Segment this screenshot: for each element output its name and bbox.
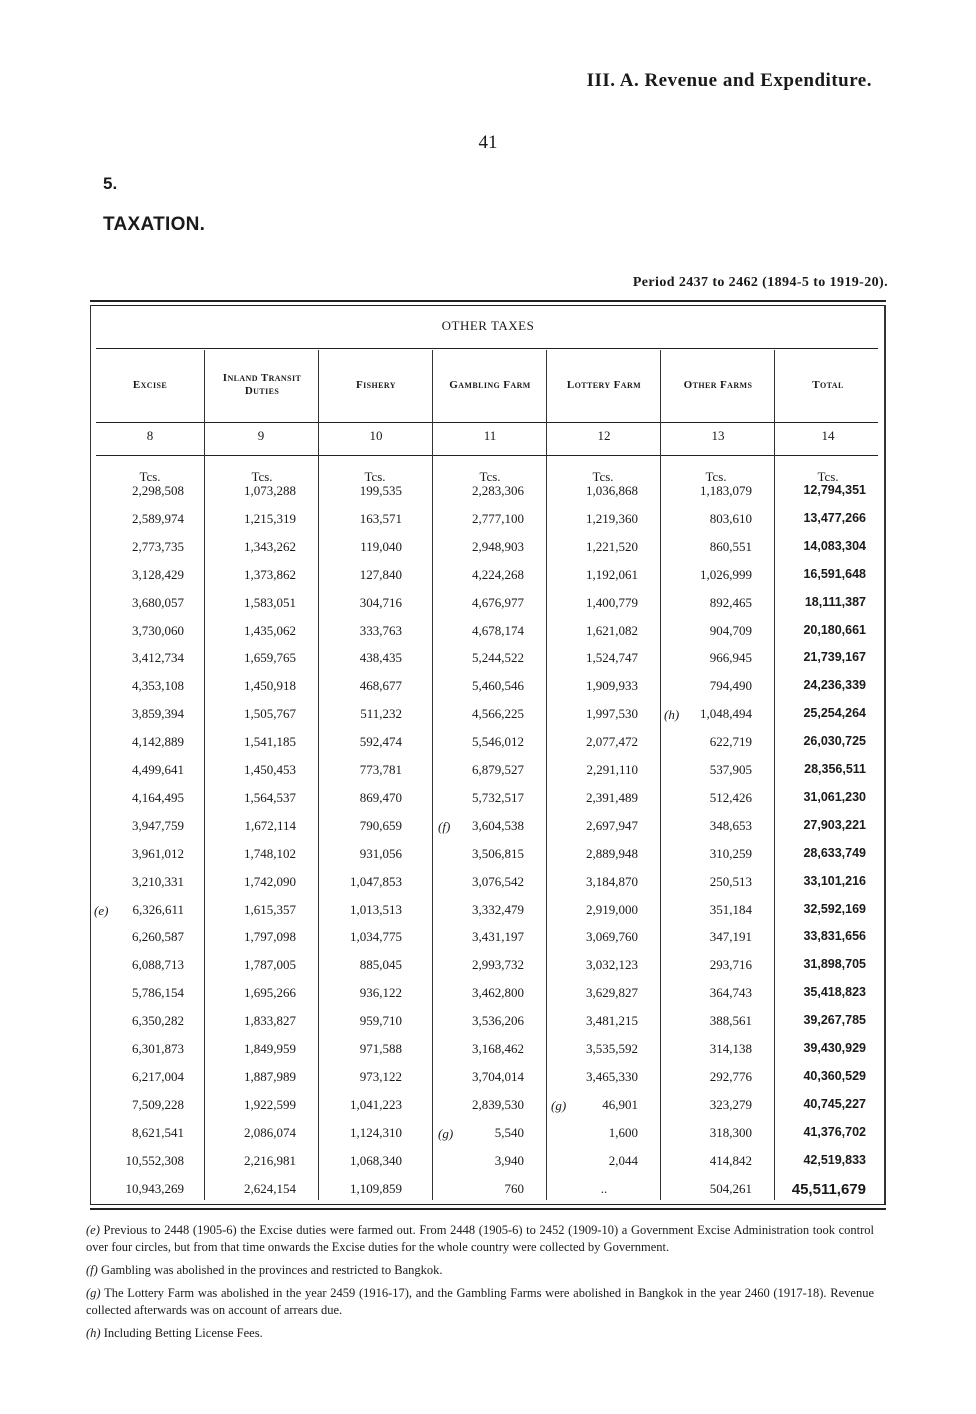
cell-total: 39,430,929 [803,1041,866,1055]
cell-lottery-farm: 1,221,520 [586,539,638,554]
table-top-rule-inner [90,305,886,306]
cell-other-farms: 966,945 [709,650,752,665]
cell-gambling-farm: 4,224,268 [472,567,524,582]
cell-fishery: 936,122 [359,985,402,1000]
unit-label: Tcs. [705,469,727,484]
cell-fishery: 971,588 [359,1041,402,1056]
cell-gambling-farm: 760 [504,1181,524,1196]
footnote-mark: (f) [86,1263,98,1277]
cell-inland-transit: 1,695,266 [244,985,296,1000]
cell-inland-transit: 1,748,102 [244,846,296,861]
column-number: 8 [146,428,154,443]
cell-total: 28,356,511 [804,762,866,776]
unit-label: Tcs. [139,469,161,484]
cell-lottery-farm: 2,919,000 [586,902,638,917]
cell-gambling-farm: 4,566,225 [472,706,524,721]
cell-excise: 4,142,889 [132,734,184,749]
cell-total: 35,418,823 [803,985,866,999]
column-header-fishery: Fishery [356,378,396,391]
cell-excise: 5,786,154 [132,985,184,1000]
cell-gambling-farm: 5,540 [494,1125,524,1140]
cell-fishery: 468,677 [359,678,402,693]
unit-label: Tcs. [817,469,839,484]
cell-inland-transit: 1,833,827 [244,1013,296,1028]
cell-other-farms: 537,905 [709,762,752,777]
footnote-e [86,1222,874,1256]
cell-total: 42,519,833 [803,1153,866,1167]
footnote-f [86,1262,874,1279]
column-number: 12 [597,428,611,443]
cell-fishery: 931,056 [359,846,402,861]
section-title: TAXATION. [103,214,206,235]
cell-gambling-farm: 2,993,732 [472,957,524,972]
cell-fishery: 511,232 [360,706,402,721]
cell-other-farms: 347,191 [709,929,752,944]
cell-lottery-farm: 2,291,110 [586,762,638,777]
cell-fishery: 592,474 [359,734,402,749]
cell-excise: 10,943,269 [125,1181,184,1196]
cell-inland-transit: 1,373,862 [244,567,296,582]
cell-inland-transit: 1,615,357 [244,902,296,917]
cell-gambling-farm: 5,546,012 [472,734,524,749]
cell-other-farms: 622,719 [709,734,752,749]
cell-excise: 6,301,873 [132,1041,184,1056]
cell-other-farms: 293,716 [709,957,752,972]
cell-gambling-farm: 3,704,014 [472,1069,524,1084]
note-marker-f: (f) [438,819,451,834]
cell-gambling-farm: 5,244,522 [472,650,524,665]
period-caption: Period 2437 to 2462 (1894-5 to 1919-20). [632,275,888,290]
cell-inland-transit: 1,435,062 [244,623,296,638]
cell-excise: 3,128,429 [132,567,184,582]
cell-other-farms: 292,776 [709,1069,752,1084]
cell-inland-transit: 1,659,765 [244,650,296,665]
cell-total: 20,180,661 [803,623,866,637]
cell-total: 21,739,167 [803,650,866,664]
cell-lottery-farm: 3,465,330 [586,1069,638,1084]
cell-other-farms: 794,490 [709,678,752,693]
footnote-mark: (e) [86,1223,100,1237]
cell-gambling-farm: 4,678,174 [472,623,524,638]
cell-gambling-farm: 3,076,542 [472,874,524,889]
cell-other-farms: 250,513 [709,874,752,889]
footnote-h [86,1325,874,1342]
column-header-other-farms: Other Farms [683,378,753,391]
cell-gambling-farm: 5,732,517 [472,790,524,805]
cell-lottery-farm: 1,192,061 [586,567,638,582]
section-number: 5. [103,174,118,193]
cell-total: 41,376,702 [803,1125,866,1139]
cell-inland-transit: 1,541,185 [244,734,296,749]
cell-lottery-farm: 2,391,489 [586,790,638,805]
cell-fishery: 127,840 [359,567,402,582]
cell-excise: 6,088,713 [132,957,184,972]
cell-lottery-farm: 3,184,870 [586,874,638,889]
cell-excise: 3,859,394 [132,706,184,721]
cell-total: 13,477,266 [803,511,866,525]
cell-lottery-farm: 3,032,123 [586,957,638,972]
table-right-border [884,305,886,1205]
unit-label: Tcs. [251,469,273,484]
cell-total: 45,511,679 [791,1181,866,1198]
cell-inland-transit: 1,073,288 [244,483,296,498]
cell-total: 39,267,785 [803,1013,866,1027]
cell-total: 25,254,264 [803,706,866,720]
cell-gambling-farm: 3,506,815 [472,846,524,861]
cell-inland-transit: 2,086,074 [244,1125,296,1140]
cell-total: 28,633,749 [803,846,866,860]
unit-label: Tcs. [592,469,614,484]
column-number: 9 [257,428,265,443]
cell-fishery: 790,659 [359,818,402,833]
cell-other-farms: 323,279 [709,1097,752,1112]
cell-gambling-farm: 2,948,903 [472,539,524,554]
cell-gambling-farm: 3,431,197 [472,929,524,944]
unit-label: Tcs. [364,469,386,484]
cell-inland-transit: 1,505,767 [244,706,296,721]
cell-other-farms: 351,184 [709,902,752,917]
cell-lottery-farm: 1,909,933 [586,678,638,693]
cell-gambling-farm: 2,777,100 [472,511,524,526]
cell-other-farms: 860,551 [709,539,752,554]
cell-total: 14,083,304 [803,539,866,553]
cell-gambling-farm: 6,879,527 [472,762,524,777]
column-header-inland-transit-duties: Inland Transit Duties [222,372,302,397]
cell-fishery: 973,122 [359,1069,402,1084]
cell-inland-transit: 1,215,319 [244,511,296,526]
cell-excise: 2,298,508 [132,483,184,498]
cell-lottery-farm: 1,997,530 [586,706,638,721]
cell-other-farms: 364,743 [709,985,752,1000]
cell-fishery: 199,535 [359,483,402,498]
cell-fishery: 438,435 [359,650,402,665]
cell-lottery-farm: 3,481,215 [586,1013,638,1028]
cell-inland-transit: 2,216,981 [244,1153,296,1168]
cell-lottery-farm: 2,697,947 [586,818,638,833]
footnote-text: Previous to 2448 (1905-6) the Excise duties were farmed out. From 2448 (1905-6) to 2452 (1909-10) a Government Excise Administration took control over four circles, but from that time onwards the Excise duties for the whole country were collected by Government. [86,1223,875,1254]
cell-total: 24,236,339 [803,678,866,692]
cell-other-farms: 512,426 [709,790,752,805]
cell-total: 12,794,351 [803,483,866,497]
cell-excise: 2,773,735 [132,539,184,554]
cell-inland-transit: 1,343,262 [244,539,296,554]
cell-inland-transit: 1,450,918 [244,678,296,693]
cell-fishery: 1,013,513 [350,902,402,917]
cell-total: 33,831,656 [803,929,866,943]
cell-fishery: 1,034,775 [350,929,402,944]
cell-other-farms: 1,048,494 [700,706,752,721]
cell-lottery-farm: 3,535,592 [586,1041,638,1056]
cell-lottery-farm: 1,621,082 [586,623,638,638]
cell-inland-transit: 1,849,959 [244,1041,296,1056]
cell-other-farms: 310,259 [709,846,752,861]
group-heading: OTHER TAXES [441,318,535,333]
cell-other-farms: 1,026,999 [700,567,752,582]
cell-fishery: 119,040 [360,539,402,554]
cell-gambling-farm: 3,940 [494,1153,524,1168]
cell-other-farms: 318,300 [709,1125,752,1140]
cell-total: 18,111,387 [804,595,866,609]
cell-gambling-farm: 3,332,479 [472,902,524,917]
column-heading-rule [96,422,878,423]
cell-other-farms: 414,842 [709,1153,752,1168]
cell-gambling-farm: 3,604,538 [472,818,524,833]
cell-lottery-farm: 2,889,948 [586,846,638,861]
cell-other-farms: 388,561 [709,1013,752,1028]
cell-total: 26,030,725 [803,734,866,748]
footnote-text: Gambling was abolished in the provinces and restricted to Bangkok. [100,1263,443,1277]
cell-total: 31,898,705 [803,957,866,971]
cell-excise: 3,680,057 [132,595,184,610]
cell-fishery: 885,045 [359,957,402,972]
cell-total: 27,903,221 [803,818,866,832]
cell-other-farms: 904,709 [709,623,752,638]
cell-other-farms: 314,138 [709,1041,752,1056]
cell-lottery-farm: .. [600,1181,608,1196]
cell-inland-transit: 1,887,989 [244,1069,296,1084]
column-number: 11 [483,428,497,443]
table-bottom-rule-outer [90,1208,886,1210]
cell-inland-transit: 2,624,154 [244,1181,296,1196]
cell-gambling-farm: 2,283,306 [472,483,524,498]
cell-fishery: 869,470 [359,790,402,805]
cell-excise: 4,353,108 [132,678,184,693]
cell-gambling-farm: 3,462,800 [472,985,524,1000]
cell-inland-transit: 1,742,090 [244,874,296,889]
column-number-rule [96,455,878,456]
cell-gambling-farm: 5,460,546 [472,678,524,693]
cell-gambling-farm: 4,676,977 [472,595,524,610]
cell-excise: 10,552,308 [125,1153,184,1168]
column-header-gambling-farm: Gambling Farm [449,378,531,391]
cell-total: 33,101,216 [803,874,866,888]
cell-other-farms: 892,465 [709,595,752,610]
cell-lottery-farm: 1,036,868 [586,483,638,498]
cell-excise: 8,621,541 [132,1125,184,1140]
cell-total: 40,745,227 [803,1097,866,1111]
cell-excise: 6,350,282 [132,1013,184,1028]
cell-lottery-farm: 3,069,760 [586,929,638,944]
cell-fishery: 304,716 [359,595,402,610]
cell-fishery: 163,571 [359,511,402,526]
cell-excise: 3,947,759 [132,818,184,833]
cell-excise: 6,260,587 [132,929,184,944]
cell-total: 31,061,230 [803,790,866,804]
cell-fishery: 333,763 [359,623,402,638]
cell-fishery: 1,047,853 [350,874,402,889]
cell-inland-transit: 1,672,114 [244,818,296,833]
cell-gambling-farm: 2,839,530 [472,1097,524,1112]
cell-fishery: 959,710 [359,1013,402,1028]
cell-fishery: 1,124,310 [350,1125,402,1140]
cell-fishery: 773,781 [359,762,402,777]
cell-excise: 2,589,974 [132,511,184,526]
cell-inland-transit: 1,564,537 [244,790,296,805]
cell-total: 32,592,169 [803,902,866,916]
cell-other-farms: 803,610 [709,511,752,526]
note-marker-g-lottery: (g) [551,1098,567,1113]
cell-excise: 3,961,012 [132,846,184,861]
cell-excise: 3,412,734 [132,650,184,665]
column-header-lottery-farm: Lottery Farm [566,378,642,391]
cell-excise: 7,509,228 [132,1097,184,1112]
cell-total: 16,591,648 [803,567,866,581]
cell-excise: 6,326,611 [132,902,184,917]
table-top-rule [90,300,886,302]
note-marker-h: (h) [664,707,680,722]
footnote-text: The Lottery Farm was abolished in the year 2459 (1916-17), and the Gambling Farms were abolished in Bangkok in the year 2460 (1917-18). Revenue collected afterwards was on account of arrears due. [86,1286,874,1317]
unit-label: Tcs. [479,469,501,484]
cell-fishery: 1,068,340 [350,1153,402,1168]
column-number: 13 [711,428,725,443]
cell-lottery-farm: 46,901 [602,1097,638,1112]
cell-inland-transit: 1,797,098 [244,929,296,944]
page-number: 41 [478,132,498,153]
cell-excise: 6,217,004 [132,1069,184,1084]
cell-fishery: 1,041,223 [350,1097,402,1112]
cell-inland-transit: 1,787,005 [244,957,296,972]
footnote-text: Including Betting License Fees. [103,1326,263,1340]
cell-inland-transit: 1,450,453 [244,762,296,777]
cell-lottery-farm: 1,400,779 [586,595,638,610]
cell-gambling-farm: 3,168,462 [472,1041,524,1056]
footnote-mark: (g) [86,1286,101,1300]
cell-inland-transit: 1,583,051 [244,595,296,610]
cell-lottery-farm: 2,077,472 [586,734,638,749]
cell-other-farms: 504,261 [709,1181,752,1196]
cell-excise: 4,164,495 [132,790,184,805]
table-bottom-rule [90,1204,886,1205]
cell-excise: 3,210,331 [132,874,184,889]
column-number: 10 [369,428,383,443]
cell-total: 40,360,529 [803,1069,866,1083]
cell-lottery-farm: 1,524,747 [586,650,638,665]
note-marker-g-gambling: (g) [438,1126,454,1141]
cell-excise: 3,730,060 [132,623,184,638]
cell-gambling-farm: 3,536,206 [472,1013,524,1028]
footnotes [86,1222,874,1348]
cell-other-farms: 348,653 [709,818,752,833]
footnote-g [86,1285,874,1319]
cell-fishery: 1,109,859 [350,1181,402,1196]
column-header-total: Total [812,378,844,391]
cell-lottery-farm: 1,600 [608,1125,638,1140]
cell-other-farms: 1,183,079 [700,483,752,498]
cell-inland-transit: 1,922,599 [244,1097,296,1112]
page-header-title: III. A. Revenue and Expenditure. [586,70,872,91]
cell-lottery-farm: 1,219,360 [586,511,638,526]
cell-excise: 4,499,641 [132,762,184,777]
note-marker-e: (e) [94,903,109,918]
cell-lottery-farm: 3,629,827 [586,985,638,1000]
footnote-mark: (h) [86,1326,101,1340]
group-heading-rule [96,348,878,349]
column-header-excise: Excise [132,378,168,391]
cell-lottery-farm: 2,044 [608,1153,638,1168]
column-number: 14 [821,428,835,443]
